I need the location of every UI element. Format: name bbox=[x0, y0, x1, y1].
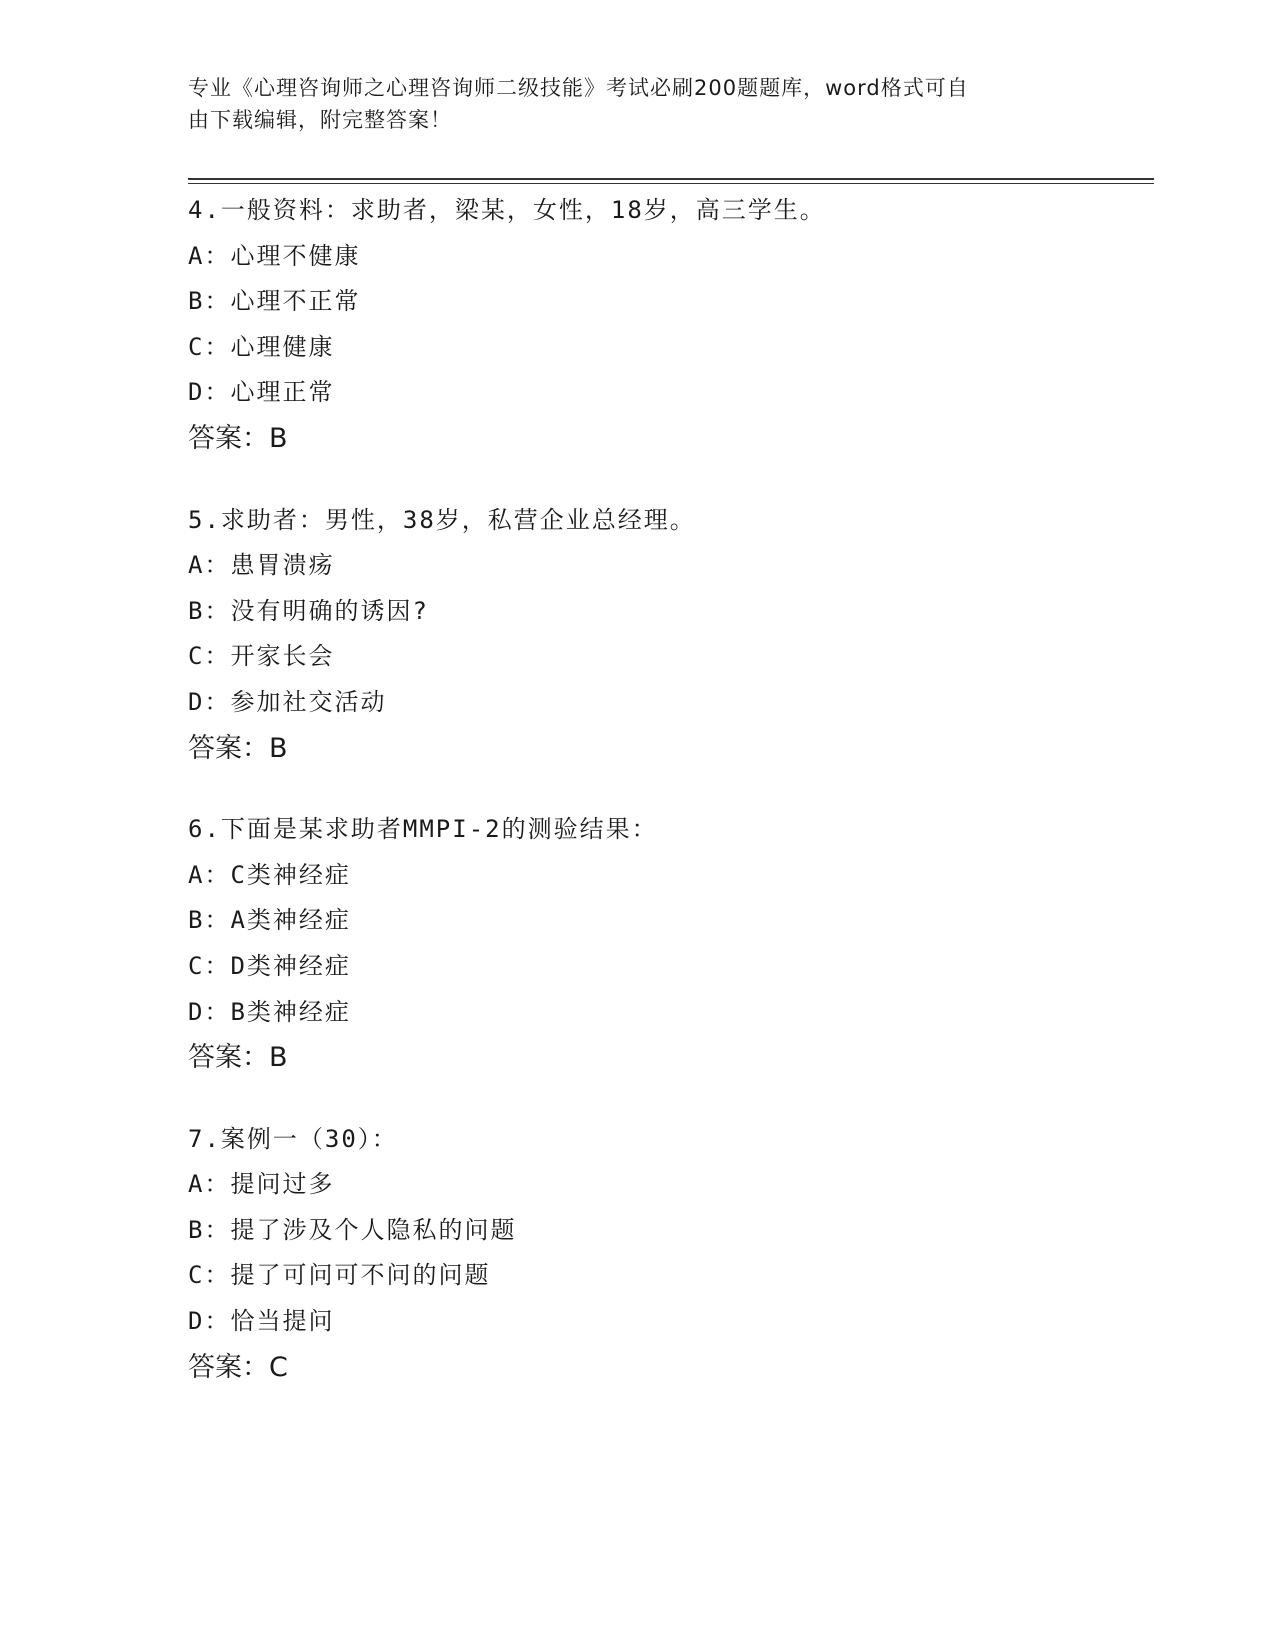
option-b: B：A类神经症 bbox=[188, 906, 351, 935]
option-a: A：提问过多 bbox=[188, 1170, 335, 1199]
answer-line: 答案：C bbox=[188, 1351, 288, 1383]
answer-line: 答案：B bbox=[188, 422, 288, 454]
header-line-1: 专业《心理咨询师之心理咨询师二级技能》考试必刷200题题库，word格式可自 bbox=[188, 76, 969, 100]
option-c: C：提了可问可不问的问题 bbox=[188, 1261, 491, 1290]
question-stem: 5.求助者：男性，38岁，私营企业总经理。 bbox=[188, 505, 696, 534]
header-line-2: 由下载编辑，附完整答案！ bbox=[188, 108, 452, 132]
option-c: C：D类神经症 bbox=[188, 951, 351, 980]
option-a: A：患胃溃疡 bbox=[188, 551, 335, 580]
option-d: D：心理正常 bbox=[188, 378, 335, 407]
question-stem: 6.下面是某求助者MMPI-2的测验结果： bbox=[188, 815, 658, 844]
question-7 bbox=[188, 1117, 1148, 1391]
option-d: D：恰当提问 bbox=[188, 1307, 335, 1336]
option-c: C：开家长会 bbox=[188, 642, 335, 671]
option-d: D：参加社交活动 bbox=[188, 687, 387, 716]
question-4 bbox=[188, 188, 1148, 462]
question-list bbox=[188, 188, 1148, 1426]
option-b: B：提了涉及个人隐私的问题 bbox=[188, 1215, 517, 1244]
header-divider-thin bbox=[188, 183, 1154, 184]
option-b: B：心理不正常 bbox=[188, 287, 361, 316]
question-5 bbox=[188, 498, 1148, 772]
question-stem: 7.案例一（30）： bbox=[188, 1124, 398, 1153]
option-a: A：心理不健康 bbox=[188, 241, 361, 270]
option-b: B：没有明确的诱因? bbox=[188, 596, 429, 625]
option-d: D：B类神经症 bbox=[188, 997, 351, 1026]
option-a: A：C类神经症 bbox=[188, 860, 351, 889]
answer-line: 答案：B bbox=[188, 1042, 288, 1074]
question-stem: 4.一般资料：求助者，梁某，女性，18岁，高三学生。 bbox=[188, 196, 826, 224]
header-divider-thick bbox=[188, 178, 1154, 180]
document-header bbox=[188, 72, 1068, 136]
question-6 bbox=[188, 807, 1148, 1081]
option-c: C：心理健康 bbox=[188, 332, 335, 361]
answer-line: 答案：B bbox=[188, 732, 288, 764]
